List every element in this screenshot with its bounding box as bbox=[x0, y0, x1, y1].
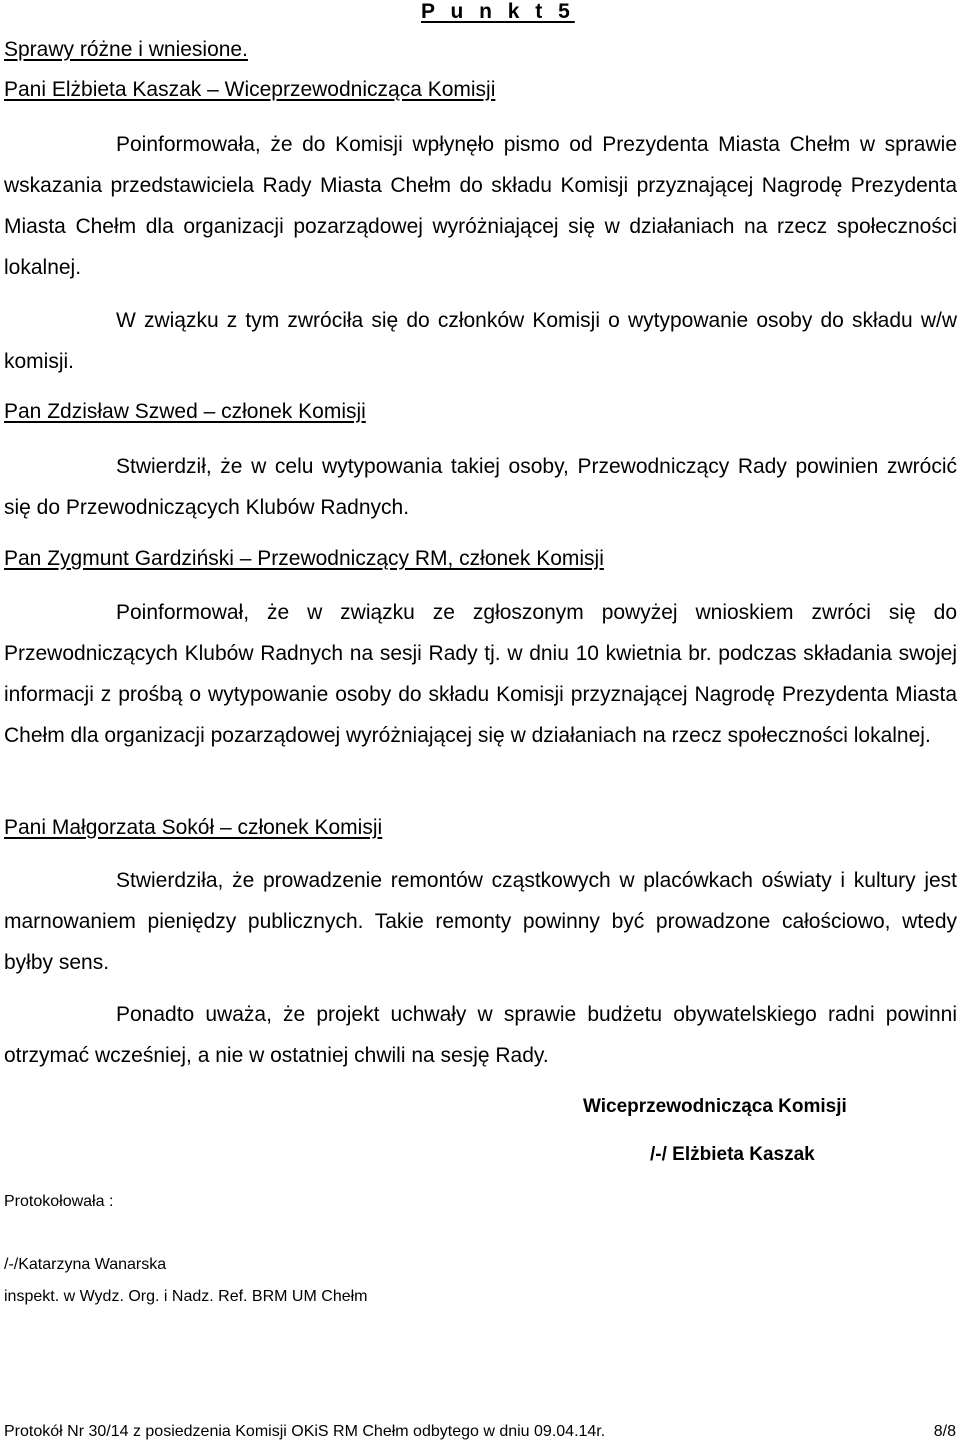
paragraph bbox=[4, 994, 957, 1076]
signature-role: Wiceprzewodnicząca Komisji bbox=[583, 1096, 847, 1117]
speaker-heading: Pani Małgorzata Sokół – członek Komisji bbox=[4, 816, 383, 839]
speaker-heading: Pan Zygmunt Gardziński – Przewodniczący RM, członek Komisji bbox=[4, 547, 604, 570]
speaker-heading: Pani Elżbieta Kaszak – Wiceprzewodnicząca Komisji bbox=[4, 78, 496, 101]
paragraph-text: Poinformował, że w związku ze zgłoszonym powyżej wnioskiem zwróci się do Przewodniczących Klubów Radnych na sesji Rady tj. w dniu 10 kwietnia br. podczas składania swojej informacji z prośbą o wytypowanie osoby do składu Komisji przyznającej Nagrodę Prezydenta Miasta Chełm dla organizacji pozarządowej wyróżniającej się w działaniach na rzecz społeczności lokalnej. bbox=[4, 601, 957, 747]
paragraph-text: Stwierdziła, że prowadzenie remontów cząstkowych w placówkach oświaty i kultury jest marnowaniem pieniędzy publicznych. Takie remonty powinny być prowadzone całościowo, wtedy byłby sens. bbox=[4, 869, 957, 974]
footer-text: Protokół Nr 30/14 z posiedzenia Komisji OKiS RM Chełm odbytego w dniu 09.04.14r. bbox=[4, 1423, 606, 1440]
punkt-heading: P u n k t 5 bbox=[421, 0, 575, 23]
protocol-label: Protokołowała : bbox=[4, 1193, 114, 1210]
section-title: Sprawy różne i wniesione. bbox=[4, 38, 248, 61]
paragraph bbox=[4, 446, 957, 528]
protocol-position: inspekt. w Wydz. Org. i Nadz. Ref. BRM UM Chełm bbox=[4, 1288, 368, 1305]
protocol-name: /-/Katarzyna Wanarska bbox=[4, 1256, 167, 1273]
paragraph bbox=[4, 124, 957, 288]
paragraph bbox=[4, 860, 957, 983]
page-number: 8/8 bbox=[933, 1423, 956, 1440]
paragraph-text: Stwierdził, że w celu wytypowania takiej osoby, Przewodniczący Rady powinien zwrócić się do Przewodniczących Klubów Radnych. bbox=[4, 455, 957, 519]
paragraph-text: W związku z tym zwróciła się do członków Komisji o wytypowanie osoby do składu w/w komisji. bbox=[4, 309, 957, 373]
paragraph bbox=[4, 300, 957, 382]
speaker-heading: Pan Zdzisław Szwed – członek Komisji bbox=[4, 400, 366, 423]
paragraph-text: Ponadto uważa, że projekt uchwały w sprawie budżetu obywatelskiego radni powinni otrzymać wcześniej, a nie w ostatniej chwili na sesję Rady. bbox=[4, 1003, 957, 1067]
paragraph bbox=[4, 592, 957, 756]
paragraph-text: Poinformowała, że do Komisji wpłynęło pismo od Prezydenta Miasta Chełm w sprawie wskazania przedstawiciela Rady Miasta Chełm do składu Komisji przyznającej Nagrodę Prezydenta Miasta Chełm dla organizacji pozarządowej wyróżniającej się w działaniach na rzecz społeczności lokalnej. bbox=[4, 133, 957, 279]
signature-name: /-/ Elżbieta Kaszak bbox=[650, 1144, 815, 1165]
